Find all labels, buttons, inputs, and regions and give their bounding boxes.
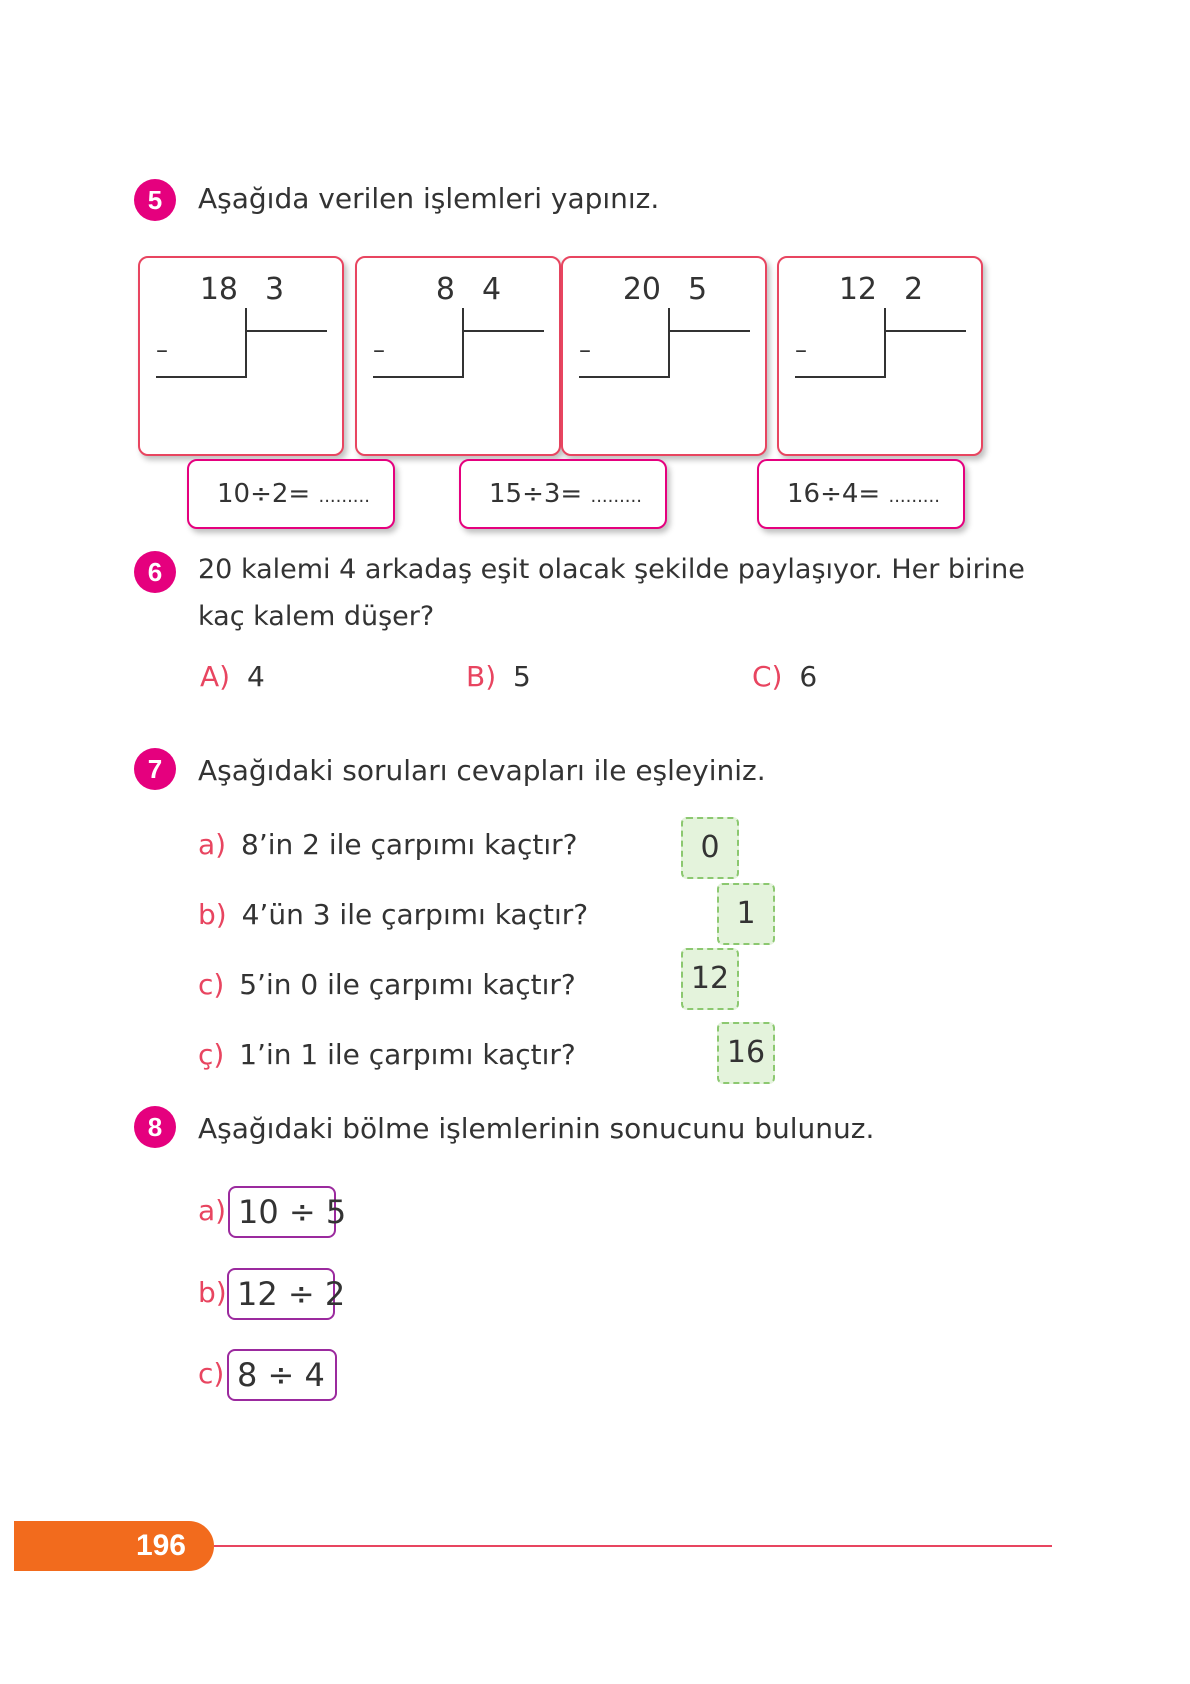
question-5-badge: 5	[134, 179, 176, 221]
item-letter: a)	[198, 1194, 227, 1227]
division-box-2	[355, 256, 561, 456]
answer-box-12[interactable]: 12	[681, 948, 739, 1010]
footer-rule	[214, 1545, 1052, 1547]
minus-sign: –	[795, 336, 807, 364]
item-letter: b)	[198, 1276, 227, 1309]
division-bracket-vertical	[668, 308, 670, 378]
question-7-badge: 7	[134, 748, 176, 790]
answer-blank: .........	[318, 486, 370, 507]
division-bracket-quotient-line	[670, 330, 750, 332]
question-letter: b)	[198, 898, 227, 931]
division-item-a-letter	[198, 1194, 226, 1227]
question-5-text: Aşağıda verilen işlemleri yapınız.	[198, 182, 660, 215]
option-letter: C)	[752, 660, 783, 693]
question-text: 1’in 1 ile çarpımı kaçtır?	[239, 1038, 576, 1071]
expression-box-2[interactable]	[459, 459, 667, 529]
division-bracket-vertical	[884, 308, 886, 378]
division-item-a[interactable]: 10 ÷ 5	[228, 1186, 336, 1238]
division-box-1	[138, 256, 344, 456]
dividend: 8	[435, 272, 455, 307]
question-8-badge: 8	[134, 1106, 176, 1148]
option-letter: A)	[200, 660, 231, 693]
question-text: 5’in 0 ile çarpımı kaçtır?	[239, 968, 576, 1001]
question-6-badge: 6	[134, 551, 176, 593]
division-bracket-vertical	[462, 308, 464, 378]
dividend: 20	[622, 272, 661, 307]
question-6-line-1: 20 kalemi 4 arkadaş eşit olacak şekilde paylaşıyor. Her birine	[198, 554, 1025, 585]
question-text: 8’in 2 ile çarpımı kaçtır?	[241, 828, 578, 861]
dividend: 12	[838, 272, 877, 307]
minus-sign: –	[156, 336, 168, 364]
division-bracket-quotient-line	[247, 330, 327, 332]
division-bracket-quotient-line	[464, 330, 544, 332]
option-value: 5	[513, 660, 531, 693]
item-letter: c)	[198, 1357, 225, 1390]
division-bracket-subtract-line	[373, 376, 464, 378]
question-6-line-2: kaç kalem düşer?	[198, 601, 435, 632]
question-letter: c)	[198, 968, 225, 1001]
division-item-b-letter	[198, 1276, 227, 1309]
expression: 10÷2=	[217, 479, 311, 509]
divisor: 3	[265, 272, 285, 307]
dividend: 18	[199, 272, 238, 307]
match-question-a[interactable]	[198, 828, 578, 861]
option-b[interactable]	[466, 660, 531, 693]
question-letter: a)	[198, 828, 227, 861]
minus-sign: –	[373, 336, 385, 364]
division-bracket-subtract-line	[795, 376, 886, 378]
answer-box-0[interactable]: 0	[681, 817, 739, 879]
answer-blank: .........	[888, 486, 940, 507]
division-bracket-subtract-line	[579, 376, 670, 378]
divisor: 4	[482, 272, 502, 307]
division-item-c-letter	[198, 1357, 224, 1390]
divisor: 2	[904, 272, 924, 307]
division-box-3	[561, 256, 767, 456]
expression-box-1[interactable]	[187, 459, 395, 529]
division-item-b[interactable]: 12 ÷ 2	[227, 1268, 335, 1320]
minus-sign: –	[579, 336, 591, 364]
answer-blank: .........	[590, 486, 642, 507]
question-7-text: Aşağıdaki soruları cevapları ile eşleyiniz.	[198, 754, 766, 787]
division-box-4	[777, 256, 983, 456]
match-question-b[interactable]	[198, 898, 588, 931]
answer-box-1[interactable]: 1	[717, 883, 775, 945]
option-c[interactable]	[752, 660, 817, 693]
option-a[interactable]	[200, 660, 265, 693]
option-letter: B)	[466, 660, 497, 693]
expression: 15÷3=	[489, 479, 583, 509]
match-question-c[interactable]	[198, 968, 576, 1001]
page-number-tab: 196	[14, 1521, 214, 1571]
expression-box-3[interactable]	[757, 459, 965, 529]
expression: 16÷4=	[787, 479, 881, 509]
divisor: 5	[688, 272, 708, 307]
division-bracket-vertical	[245, 308, 247, 378]
answer-box-16[interactable]: 16	[717, 1022, 775, 1084]
division-bracket-quotient-line	[886, 330, 966, 332]
option-value: 4	[246, 660, 265, 693]
match-question-c-cedilla[interactable]	[198, 1038, 576, 1071]
division-item-c[interactable]: 8 ÷ 4	[227, 1349, 337, 1401]
question-text: 4’ün 3 ile çarpımı kaçtır?	[241, 898, 589, 931]
option-value: 6	[799, 660, 818, 693]
question-letter: ç)	[198, 1038, 225, 1071]
question-8-text: Aşağıdaki bölme işlemlerinin sonucunu bulunuz.	[198, 1112, 875, 1145]
division-bracket-subtract-line	[156, 376, 247, 378]
